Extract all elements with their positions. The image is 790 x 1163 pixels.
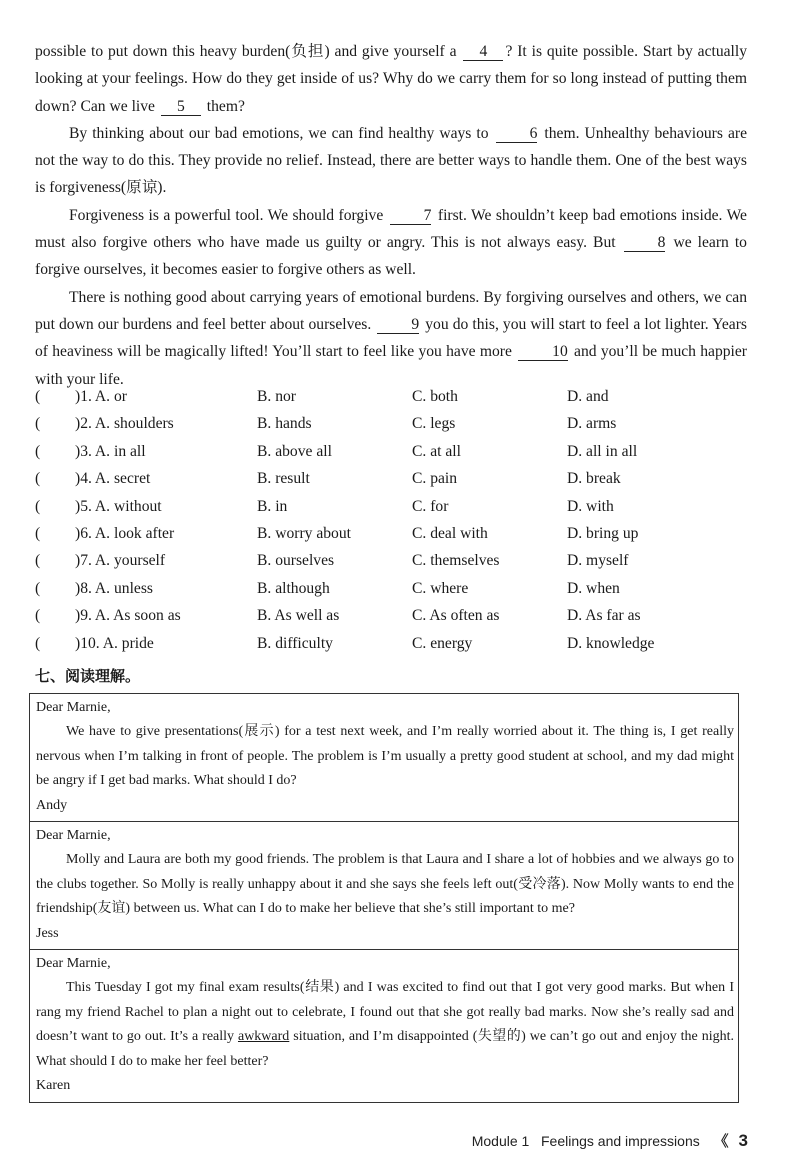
page-number: 3 (738, 1131, 748, 1150)
answer-bracket: ( (35, 552, 41, 570)
section-title: 七、阅读理解。 (35, 667, 141, 685)
option-c: C. themselves (412, 552, 500, 570)
option-c: C. legs (412, 415, 456, 433)
option-a: )8. A. unless (75, 579, 153, 597)
option-row-4 (35, 470, 755, 497)
answer-bracket: ( (35, 415, 41, 433)
underlined-word: awkward (237, 1029, 290, 1045)
option-row-9 (35, 607, 755, 634)
option-b: B. result (257, 470, 310, 488)
letter-signature: Andy (36, 797, 68, 813)
option-a: )5. A. without (75, 497, 162, 515)
double-chevron-left-icon: 《 (713, 1133, 729, 1150)
letter-body (36, 976, 734, 1074)
letter-greeting: Dear Marnie, (36, 956, 111, 972)
answer-bracket: ( (35, 579, 41, 597)
text: and you’ll be much happier with your life. (35, 343, 747, 388)
paragraph-3 (35, 202, 747, 284)
option-d: D. arms (567, 415, 617, 433)
option-row-2 (35, 415, 755, 442)
text: you do this, you will start to feel a lot lighter. Years of heaviness will be magically lifted! You’ll start to feel like you have more (35, 315, 747, 361)
blank-10: 10 (518, 343, 568, 361)
option-d: D. myself (567, 552, 629, 570)
option-d: D. with (567, 497, 614, 515)
option-c: C. for (412, 497, 449, 515)
paragraph-1 (35, 38, 747, 120)
text: There is nothing good about carrying years of emotional burdens. By forgiving ourselves and others, we can put down our burdens and feel better about ourselves. (35, 288, 747, 333)
option-row-7 (35, 552, 755, 579)
letters-box (29, 693, 739, 1103)
text: we learn to forgive ourselves, it becomes easier to forgive others as well. (35, 234, 747, 279)
answer-bracket: ( (35, 524, 41, 542)
option-d: D. and (567, 388, 609, 405)
option-b: B. above all (257, 442, 332, 460)
text: Forgiveness is a powerful tool. We should forgive (69, 206, 384, 224)
option-row-6 (35, 525, 755, 552)
text: This Tuesday I got my final exam results(结果) and I was excited to find out that I got very good marks. But when I rang my friend Rachel to plan a night out to celebrate, I found out that she got really bad marks. Now she’s really sad and doesn’t want to go out. It’s a really (36, 980, 734, 1045)
answer-bracket: ( (35, 607, 41, 625)
option-b: B. As well as (257, 607, 340, 625)
paragraph-4 (35, 284, 747, 393)
text: possible to put down this heavy burden(负担) and give yourself a (35, 43, 457, 60)
option-d: D. bring up (567, 524, 639, 542)
option-c: C. where (412, 579, 469, 597)
answer-bracket: ( (35, 470, 41, 488)
paragraph-2 (35, 120, 747, 202)
blank-5: 5 (161, 98, 201, 116)
text: first. We shouldn’t keep bad emotions inside. We must also forgive others who have made us guilty or angry. This is not always easy. But (35, 206, 747, 252)
option-a: )3. A. in all (75, 442, 146, 460)
option-a: )7. A. yourself (75, 552, 166, 570)
letter-karen (30, 949, 738, 1101)
letter-greeting: Dear Marnie, (36, 700, 111, 715)
page-footer (472, 1130, 748, 1151)
letter-body: Molly and Laura are both my good friends. The problem is that Laura and I share a lot of hobbies and we always go to the clubs together. So Molly is really unhappy about it and she says she feels left out(受冷落). Now Molly wants to end the friendship(友谊) between us. What can I do to make her believe that she’s still important to me? (36, 852, 734, 917)
option-a: )1. A. or (75, 388, 127, 405)
blank-4: 4 (463, 43, 503, 61)
option-a: )9. A. As soon as (75, 607, 181, 625)
option-b: B. worry about (257, 524, 351, 542)
answer-bracket: ( (35, 634, 41, 652)
option-c: C. both (412, 388, 458, 405)
answer-bracket: ( (35, 442, 41, 460)
text: By thinking about our bad emotions, we can find healthy ways to (69, 124, 489, 142)
option-row-5 (35, 498, 755, 525)
option-a: )10. A. pride (75, 634, 154, 652)
answer-bracket: ( (35, 497, 41, 515)
option-c: C. at all (412, 442, 461, 460)
option-row-10 (35, 635, 755, 662)
text: situation, and I’m disappointed (失望的) we can’t go out and enjoy the night. What should I do to make her feel better? (36, 1029, 734, 1069)
option-row-8 (35, 580, 755, 607)
option-b: B. difficulty (257, 634, 333, 652)
option-b: B. nor (257, 388, 296, 405)
text: them. Unhealthy behaviours are not the way to do this. They provide no relief. Instead, there are better ways to handle them. One of the best ways is forgiveness(原谅). (35, 124, 747, 197)
option-row-3 (35, 443, 755, 470)
option-d: D. break (567, 470, 621, 488)
option-a: )2. A. shoulders (75, 415, 174, 433)
text: them? (206, 97, 245, 115)
letter-signature: Karen (36, 1078, 71, 1094)
answer-bracket: ( (35, 388, 41, 405)
option-row-1 (35, 388, 755, 415)
option-d: D. knowledge (567, 634, 655, 652)
option-d: D. As far as (567, 607, 641, 625)
letter-andy (30, 694, 738, 821)
text: ? It is quite possible. Start by actually looking at your feelings. How do they get inside of us? Why do we carry them for so long instead of putting them down? Can we live (35, 43, 748, 115)
option-c: C. deal with (412, 524, 488, 542)
blank-6: 6 (496, 125, 538, 143)
option-c: C. energy (412, 634, 473, 652)
module-label: Module 1 (471, 1133, 530, 1149)
option-d: D. when (567, 579, 620, 597)
letter-jess (30, 821, 738, 949)
option-b: B. hands (257, 415, 312, 433)
option-a: )4. A. secret (75, 470, 151, 488)
option-b: B. ourselves (257, 552, 335, 570)
option-b: B. although (257, 579, 330, 597)
option-c: C. pain (412, 470, 458, 488)
option-b: B. in (257, 497, 288, 515)
answer-options (35, 388, 755, 662)
blank-8: 8 (624, 234, 666, 252)
blank-9: 9 (377, 316, 419, 334)
letter-greeting: Dear Marnie, (36, 828, 111, 844)
letter-signature: Jess (36, 925, 59, 941)
blank-7: 7 (390, 207, 432, 225)
module-title: Feelings and impressions (540, 1133, 700, 1149)
option-c: C. As often as (412, 607, 500, 625)
cloze-passage (35, 38, 747, 393)
option-a: )6. A. look after (75, 524, 175, 542)
option-d: D. all in all (567, 442, 638, 460)
letter-body: We have to give presentations(展示) for a test next week, and I’m really worried about it. The thing is, I get really nervous when I’m talking in front of people. The problem is I’m usually a pretty good student at school, and my dad might be angry if I get bad marks. What should I do? (36, 724, 734, 789)
